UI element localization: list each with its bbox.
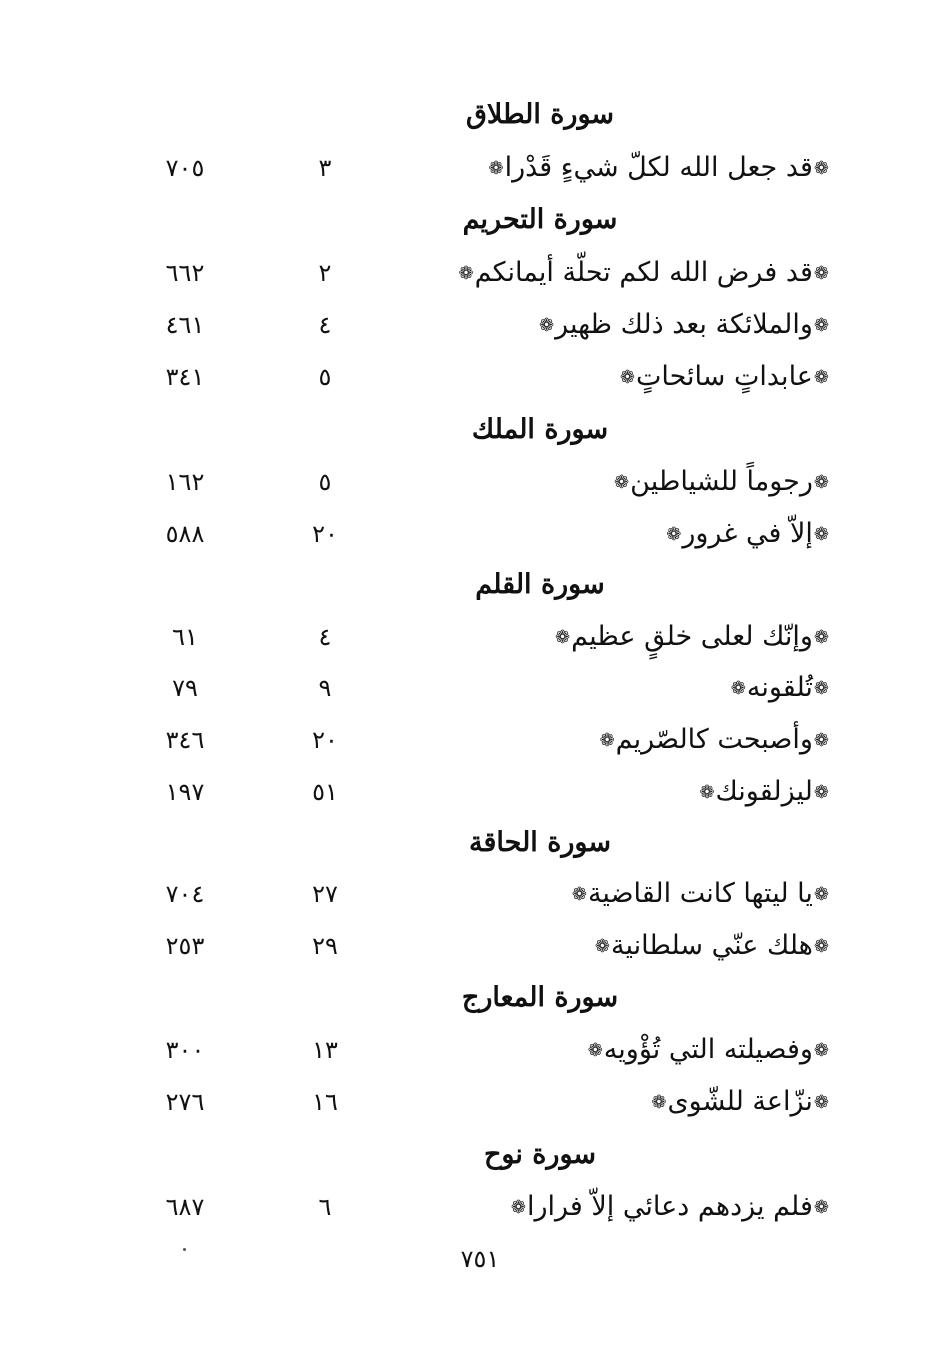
ornament-icon: ❁ [614,471,630,493]
page-reference: ٦٦٢ [165,259,205,287]
page-reference: ٥٨٨ [165,520,205,548]
verse-row [0,770,944,814]
ayah-number: ٤ [318,311,332,339]
verse-row [0,666,944,710]
verse-row [0,512,944,556]
surah-title-haqqa: سورة الحاقة [469,827,611,858]
surah-title-maarij: سورة المعارج [461,982,619,1013]
verse-text: ❁يا ليتها كانت القاضية❁ [571,872,830,917]
verse-text: ❁وأصبحت كالصّريم❁ [599,718,830,763]
ornament-icon: ❁ [555,626,571,648]
ornament-icon: ❁ [813,157,829,179]
ornament-icon: ❁ [813,677,829,699]
ayah-number: ٦ [318,1193,332,1221]
ayah-number: ٢٠ [312,726,338,754]
verse-row [0,924,944,968]
verse-row [0,251,944,295]
page-reference: ٢٧٦ [165,1088,205,1116]
ornament-icon: ❁ [813,523,829,545]
verse-text: ❁وإنّك لعلى خلقٍ عظيم❁ [554,615,830,660]
ornament-icon: ❁ [619,366,635,388]
ornament-icon: ❁ [571,883,587,905]
ornament-icon: ❁ [730,677,746,699]
verse-text: ❁هلك عنّي سلطانية❁ [594,924,830,969]
ornament-icon: ❁ [813,626,829,648]
ornament-icon: ❁ [813,935,829,957]
verse-text: ❁فلم يزدهم دعائي إلاّ فرارا❁ [510,1185,830,1230]
ayah-number: ٢ [318,259,332,287]
ornament-icon: ❁ [510,1196,526,1218]
verse-text: ❁تُلقونه❁ [730,666,830,711]
surah-title-mulk: سورة الملك [471,414,609,445]
verse-row [0,872,944,916]
ornament-icon: ❁ [651,1091,667,1113]
ornament-icon: ❁ [458,262,474,284]
ayah-number: ٢٧ [312,880,338,908]
verse-text: ❁وفصيلته التي تُؤْويه❁ [587,1028,830,1073]
ornament-icon: ❁ [599,729,615,751]
verse-row [0,615,944,659]
verse-text: ❁نزّاعة للشّوى❁ [650,1080,830,1125]
ornament-icon: ❁ [813,729,829,751]
verse-row [0,1028,944,1072]
ayah-number: ٣ [318,154,332,182]
page-reference: ٦١ [172,623,198,651]
ornament-icon: ❁ [538,314,555,336]
verse-text: ❁ليزلقونك❁ [698,770,830,815]
ornament-icon: ❁ [594,935,610,957]
ornament-icon: ❁ [666,523,682,545]
verse-row [0,355,944,399]
page-reference: ٧٠٤ [165,880,205,908]
page-reference: ٧٠٥ [165,154,205,182]
ayah-number: ٢٠ [312,520,338,548]
surah-title-nuh: سورة نوح [483,1139,597,1170]
verse-row [0,146,944,190]
page-reference: ٤٦١ [165,311,205,339]
page-reference: ١٦٢ [165,468,205,496]
verse-text: ❁رجوماً للشياطين❁ [613,460,830,505]
ornament-icon: ❁ [813,366,829,388]
page-reference: ١٩٧ [165,778,205,806]
verse-row [0,460,944,504]
verse-text: ❁إلاّ في غرور❁ [665,512,830,557]
verse-row [0,1080,944,1124]
ornament-icon: ❁ [813,883,829,905]
page-number: ٧٥١ [460,1245,500,1273]
verse-row [0,1185,944,1229]
surah-title-tahrim: سورة التحريم [462,204,618,235]
page-reference: ٣٠٠ [165,1036,205,1064]
ornament-icon: ❁ [813,262,829,284]
ornament-icon: ❁ [699,781,715,803]
page-reference: ٣٤٦ [165,726,205,754]
ornament-icon: ❁ [813,471,829,493]
verse-text: ❁عابداتٍ سائحاتٍ❁ [619,355,830,400]
ayah-number: ١٣ [312,1036,338,1064]
ayah-number: ١٦ [312,1088,338,1116]
verse-row [0,303,944,347]
page-reference: ٧٩ [172,674,198,702]
verse-text: ❁قد فرض الله لكم تحلّة أيمانكم❁ [458,251,830,296]
ayah-number: ٥ [318,468,332,496]
ayah-number: ٥ [318,363,332,391]
surah-title-talaq: سورة الطلاق [465,99,615,130]
verse-row [0,718,944,762]
verse-text: ❁والملائكة بعد ذلك ظهير❁ [538,303,830,348]
ornament-icon: ❁ [813,1039,829,1061]
surah-title-qalam: سورة القلم [475,569,605,600]
ayah-number: ٢٩ [312,932,338,960]
ornament-icon: ❁ [488,157,504,179]
speck-mark [183,1248,186,1251]
ornament-icon: ❁ [813,1091,829,1113]
page-reference: ٣٤١ [165,363,205,391]
ayah-number: ٤ [318,623,332,651]
verse-text: ❁قد جعل الله لكلّ شيءٍ قَدْرا❁ [487,146,830,191]
ayah-number: ٥١ [312,778,338,806]
ornament-icon: ❁ [813,781,829,803]
ornament-icon: ❁ [587,1039,603,1061]
ayah-number: ٩ [318,674,332,702]
ornament-icon: ❁ [813,1196,829,1218]
page-reference: ٦٨٧ [165,1193,205,1221]
page-reference: ٢٥٣ [165,932,205,960]
ornament-icon: ❁ [813,314,829,336]
